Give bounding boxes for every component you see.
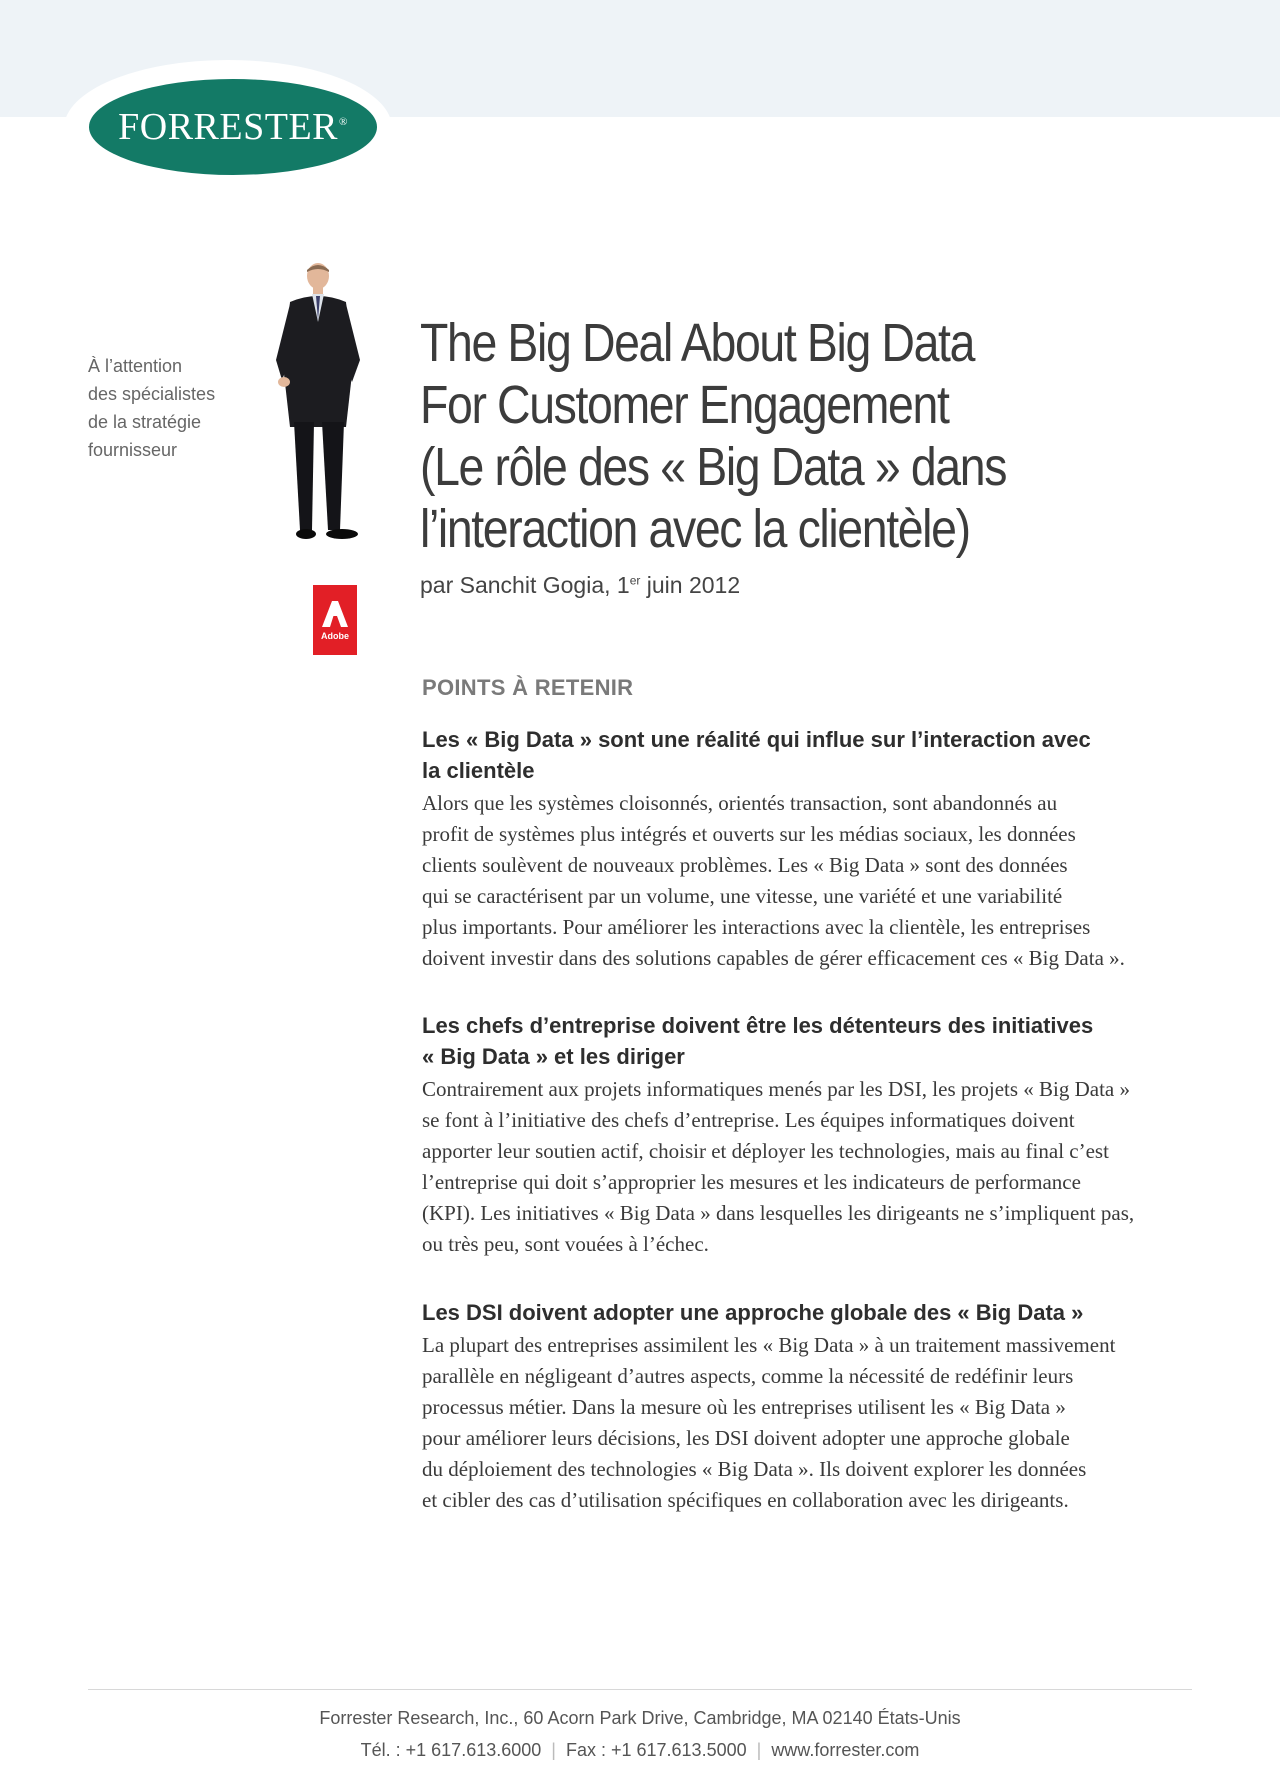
body-line: qui se caractérisent par un volume, une vitesse, une variété et une variabilité <box>422 884 1063 908</box>
heading-line: Les DSI doivent adopter une approche globale des « Big Data » <box>422 1300 1084 1325</box>
point-body <box>422 788 1212 974</box>
body-line: Contrairement aux projets informatiques menés par les DSI, les projets « Big Data » <box>422 1077 1131 1101</box>
heading-line: Les chefs d’entreprise doivent être les détenteurs des initiatives <box>422 1013 1094 1038</box>
footer-fax: Fax : +1 617.613.5000 <box>565 1740 747 1760</box>
audience-line: fournisseur <box>88 440 178 460</box>
body-line: apporter leur soutien actif, choisir et déployer les technologies, mais au final c’est <box>422 1139 1109 1163</box>
byline-ordinal: er <box>629 573 641 588</box>
body-line: du déploiement des technologies « Big Data ». Ils doivent explorer les données <box>422 1457 1087 1481</box>
audience-line: À l’attention <box>88 356 183 376</box>
body-line: plus importants. Pour améliorer les interactions avec la clientèle, les entreprises <box>422 915 1091 939</box>
footer-divider <box>88 1689 1192 1690</box>
logo-text: FORRESTER <box>118 106 339 148</box>
audience-line: des spécialistes <box>88 384 216 404</box>
footer-address: Forrester Research, Inc., 60 Acorn Park Drive, Cambridge, MA 02140 États-Unis <box>319 1708 961 1728</box>
body-line: parallèle en négligeant d’autres aspects, comme la nécessité de redéfinir leurs <box>422 1364 1074 1388</box>
logo-wordmark <box>118 105 348 149</box>
body-line: doivent investir dans des solutions capables de gérer efficacement ces « Big Data ». <box>422 946 1125 970</box>
point-body <box>422 1074 1212 1260</box>
audience-line: de la stratégie <box>88 412 202 432</box>
body-line: processus métier. Dans la mesure où les entreprises utilisent les « Big Data » <box>422 1395 1066 1419</box>
point-heading <box>422 1297 1212 1328</box>
body-line: profit de systèmes plus intégrés et ouverts sur les médias sociaux, les données <box>422 822 1076 846</box>
body-line: et cibler des cas d’utilisation spécifiques en collaboration avec les dirigeants. <box>422 1488 1069 1512</box>
footer-separator: | <box>551 1740 556 1760</box>
point-heading <box>422 1010 1212 1072</box>
key-point-3 <box>422 1297 1212 1516</box>
adobe-wordmark: Adobe <box>321 631 349 641</box>
point-body <box>422 1330 1212 1516</box>
body-line: clients soulèvent de nouveaux problèmes. Les « Big Data » sont des données <box>422 853 1068 877</box>
footer-website-link[interactable]: www.forrester.com <box>771 1740 920 1760</box>
adobe-a-icon <box>320 599 350 629</box>
body-line: se font à l’initiative des chefs d’entreprise. Les équipes informatiques doivent <box>422 1108 1075 1132</box>
footer-phone: Tél. : +1 617.613.6000 <box>360 1740 542 1760</box>
heading-line: la clientèle <box>422 758 535 783</box>
title-line: l’interaction avec la clientèle) <box>420 499 970 559</box>
key-point-1 <box>422 724 1212 974</box>
body-line: ou très peu, sont vouées à l’échec. <box>422 1232 709 1256</box>
section-header: POINTS À RETENIR <box>422 675 634 700</box>
body-line: (KPI). Les initiatives « Big Data » dans lesquelles les dirigeants ne s’impliquent pas, <box>422 1201 1135 1225</box>
byline <box>420 572 740 599</box>
registered-mark: ® <box>339 116 348 129</box>
byline-date: juin 2012 <box>640 572 741 598</box>
footer-separator: | <box>756 1740 762 1760</box>
analyst-photo <box>268 262 384 544</box>
point-heading <box>422 724 1212 786</box>
body-line: l’entreprise qui doit s’approprier les mesures et les indicateurs de performance <box>422 1170 1081 1194</box>
body-line: La plupart des entreprises assimilent les « Big Data » à un traitement massivement <box>422 1333 1116 1357</box>
report-title <box>420 312 1240 560</box>
key-point-2 <box>422 1010 1212 1260</box>
forrester-logo <box>89 79 377 175</box>
audience-note <box>88 352 268 464</box>
adobe-logo <box>313 585 357 655</box>
body-line: pour améliorer leurs décisions, les DSI doivent adopter une approche globale <box>422 1426 1070 1450</box>
title-line: For Customer Engagement <box>420 375 949 435</box>
heading-line: « Big Data » et les diriger <box>422 1044 685 1069</box>
footer-contact <box>0 1740 1280 1761</box>
title-line: The Big Deal About Big Data <box>420 313 975 373</box>
byline-author: par Sanchit Gogia, 1 <box>420 572 630 598</box>
title-line: (Le rôle des « Big Data » dans <box>420 437 1007 497</box>
body-line: Alors que les systèmes cloisonnés, orientés transaction, sont abandonnés au <box>422 791 1058 815</box>
heading-line: Les « Big Data » sont une réalité qui influe sur l’interaction avec <box>422 727 1091 752</box>
